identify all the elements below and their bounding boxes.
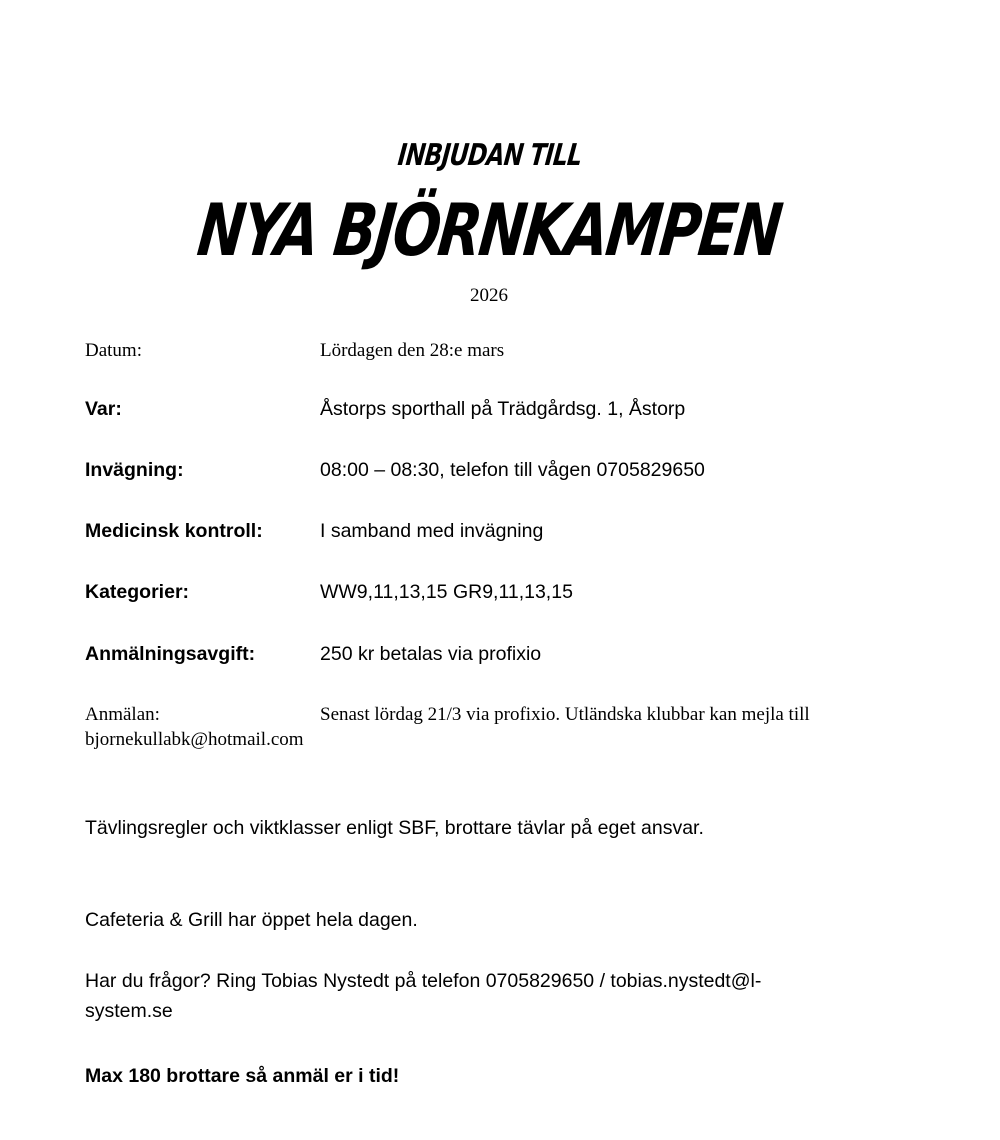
year: 2026 bbox=[470, 285, 508, 306]
weigh-in-value: 08:00 – 08:30, telefon till vågen 0705829650 bbox=[320, 459, 705, 481]
registration-value: Senast lördag 21/3 via profixio. Utländska klubbar kan mejla till bbox=[320, 704, 810, 725]
questions-text-cont: system.se bbox=[85, 1000, 173, 1022]
fee-value: 250 kr betalas via profixio bbox=[320, 643, 542, 665]
questions-text: Har du frågor? Ring Tobias Nystedt på telefon 0705829650 / tobias.nystedt@l- bbox=[85, 970, 762, 992]
categories-value: WW9,11,13,15 GR9,11,13,15 bbox=[320, 581, 573, 603]
medical-label: Medicinsk kontroll: bbox=[85, 520, 263, 542]
rules-text: Tävlingsregler och viktklasser enligt SBF, brottare tävlar på eget ansvar. bbox=[85, 817, 704, 839]
fee-label: Anmälningsavgift: bbox=[85, 643, 256, 665]
cafeteria-text: Cafeteria & Grill har öppet hela dagen. bbox=[85, 909, 418, 931]
max-participants-text: Max 180 brottare så anmäl er i tid! bbox=[85, 1065, 400, 1087]
date-value: Lördagen den 28:e mars bbox=[320, 340, 505, 361]
registration-email[interactable]: bjornekullabk@hotmail.com bbox=[85, 729, 304, 750]
date-label: Datum: bbox=[85, 340, 142, 361]
venue-value: Åstorps sporthall på Trädgårdsg. 1, Åstorp bbox=[320, 398, 686, 420]
medical-value: I samband med invägning bbox=[320, 520, 544, 542]
subtitle: INBJUDAN TILL bbox=[396, 138, 584, 173]
venue-label: Var: bbox=[85, 398, 122, 420]
registration-label: Anmälan: bbox=[85, 704, 160, 725]
weigh-in-label: Invägning: bbox=[85, 459, 184, 481]
categories-label: Kategorier: bbox=[85, 581, 190, 603]
page-title: NYA BJÖRNKAMPEN bbox=[193, 188, 785, 272]
